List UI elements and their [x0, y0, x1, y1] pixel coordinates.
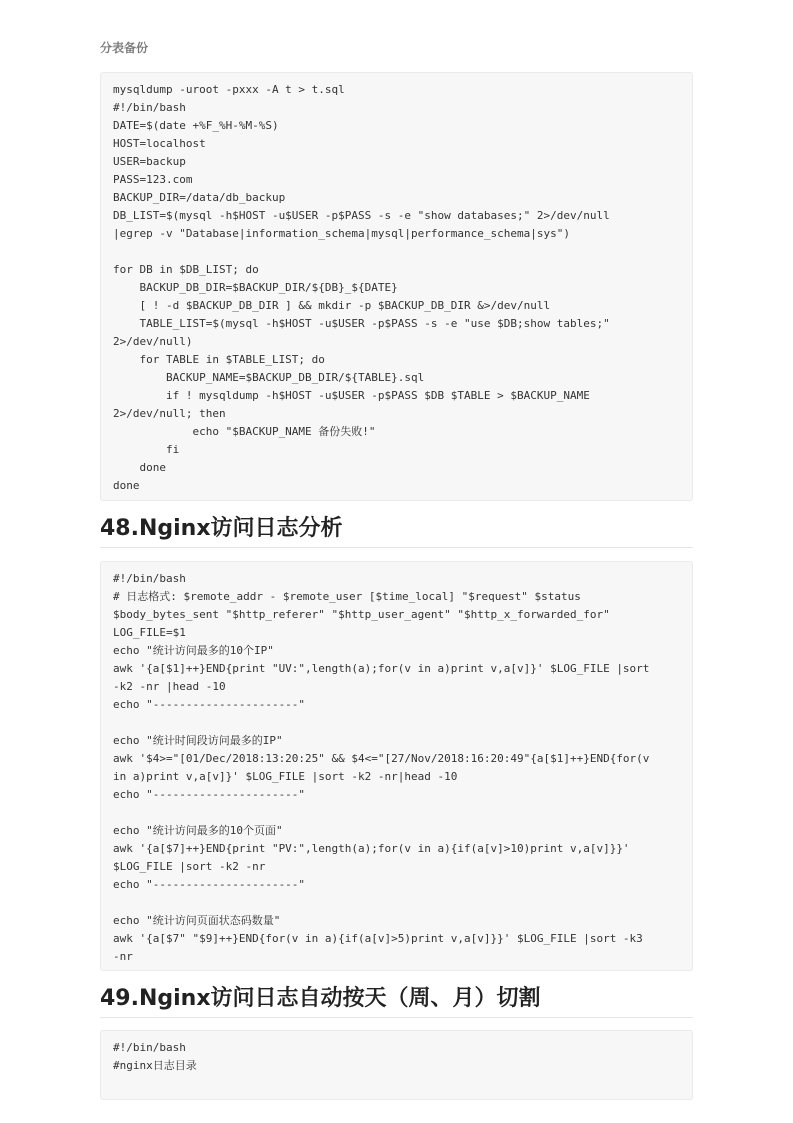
section-heading-nginx-log-rotation: 49.Nginx访问日志自动按天（周、月）切割 — [100, 984, 693, 1018]
code-line: 2>/dev/null) — [113, 335, 193, 348]
code-line: HOST=localhost — [113, 137, 206, 150]
code-block-nginx-log-analysis — [100, 561, 693, 971]
code-line: 2>/dev/null; then — [113, 407, 226, 420]
code-line-blank — [113, 894, 682, 912]
code-line: echo "统计时间段访问最多的IP" — [113, 734, 283, 747]
code-line: $LOG_FILE |sort -k2 -nr — [113, 860, 266, 873]
code-line: awk '{a[$7]++}END{print "PV:",length(a);for(v in a){if(a[v]>10)print v,a[v]}}' — [113, 842, 630, 855]
code-line: in a)print v,a[v]}' $LOG_FILE |sort -k2 -nr|head -10 — [113, 770, 458, 783]
code-line: echo "统计访问最多的10个IP" — [113, 644, 274, 657]
code-line: -nr — [113, 950, 133, 963]
code-line: -k2 -nr |head -10 — [113, 680, 226, 693]
code-line: BACKUP_DIR=/data/db_backup — [113, 191, 286, 204]
code-line: awk '{a[$1]++}END{print "UV:",length(a);for(v in a)print v,a[v]}' $LOG_FILE |sort — [113, 662, 650, 675]
code-line-blank — [113, 804, 682, 822]
code-line: $body_bytes_sent "$http_referer" "$http_user_agent" "$http_x_forwarded_for" — [113, 608, 610, 621]
code-line: DB_LIST=$(mysql -h$HOST -u$USER -p$PASS -s -e "show databases;" 2>/dev/null — [113, 209, 610, 222]
code-line: echo "----------------------" — [113, 698, 306, 711]
code-line: for DB in $DB_LIST; do — [113, 263, 259, 276]
code-block-nginx-log-rotation — [100, 1030, 693, 1100]
code-line: echo "----------------------" — [113, 878, 306, 891]
code-line-blank — [113, 714, 682, 732]
code-line: fi — [113, 443, 180, 456]
code-line: BACKUP_DB_DIR=$BACKUP_DIR/${DB}_${DATE} — [113, 281, 398, 294]
code-block-mysql-table-backup — [100, 72, 693, 501]
code-line: echo "----------------------" — [113, 788, 306, 801]
code-line: done — [113, 461, 166, 474]
code-line: done — [113, 479, 140, 492]
code-line: awk '{a[$7" "$9]++}END{for(v in a){if(a[v]>5)print v,a[v]}}' $LOG_FILE |sort -k3 — [113, 932, 643, 945]
code-line: echo "统计访问页面状态码数量" — [113, 914, 281, 927]
subheading-table-backup: 分表备份 — [100, 41, 149, 55]
code-line: PASS=123.com — [113, 173, 193, 186]
code-line: #!/bin/bash — [113, 572, 186, 585]
code-line: [ ! -d $BACKUP_DB_DIR ] && mkdir -p $BACKUP_DB_DIR &>/dev/null — [113, 299, 551, 312]
code-line: #!/bin/bash — [113, 101, 186, 114]
code-line: echo "$BACKUP_NAME 备份失败!" — [113, 425, 376, 438]
code-line: DATE=$(date +%F_%H-%M-%S) — [113, 119, 279, 132]
code-line: TABLE_LIST=$(mysql -h$HOST -u$USER -p$PASS -s -e "use $DB;show tables;" — [113, 317, 610, 330]
code-line: #!/bin/bash — [113, 1041, 186, 1054]
code-line-blank — [113, 243, 682, 261]
code-line: # 日志格式: $remote_addr - $remote_user [$time_local] "$request" $status — [113, 590, 581, 603]
code-line: BACKUP_NAME=$BACKUP_DB_DIR/${TABLE}.sql — [113, 371, 425, 384]
code-line: echo "统计访问最多的10个页面" — [113, 824, 283, 837]
section-heading-nginx-log-analysis: 48.Nginx访问日志分析 — [100, 514, 693, 548]
code-line: #nginx日志目录 — [113, 1059, 197, 1072]
code-line: for TABLE in $TABLE_LIST; do — [113, 353, 325, 366]
code-line: if ! mysqldump -h$HOST -u$USER -p$PASS $DB $TABLE > $BACKUP_NAME — [113, 389, 590, 402]
code-line: |egrep -v "Database|information_schema|mysql|performance_schema|sys") — [113, 227, 570, 240]
code-line: USER=backup — [113, 155, 186, 168]
code-line: mysqldump -uroot -pxxx -A t > t.sql — [113, 83, 345, 96]
code-line: awk '$4>="[01/Dec/2018:13:20:25" && $4<="[27/Nov/2018:16:20:49"{a[$1]++}END{for(v — [113, 752, 650, 765]
code-line: LOG_FILE=$1 — [113, 626, 186, 639]
